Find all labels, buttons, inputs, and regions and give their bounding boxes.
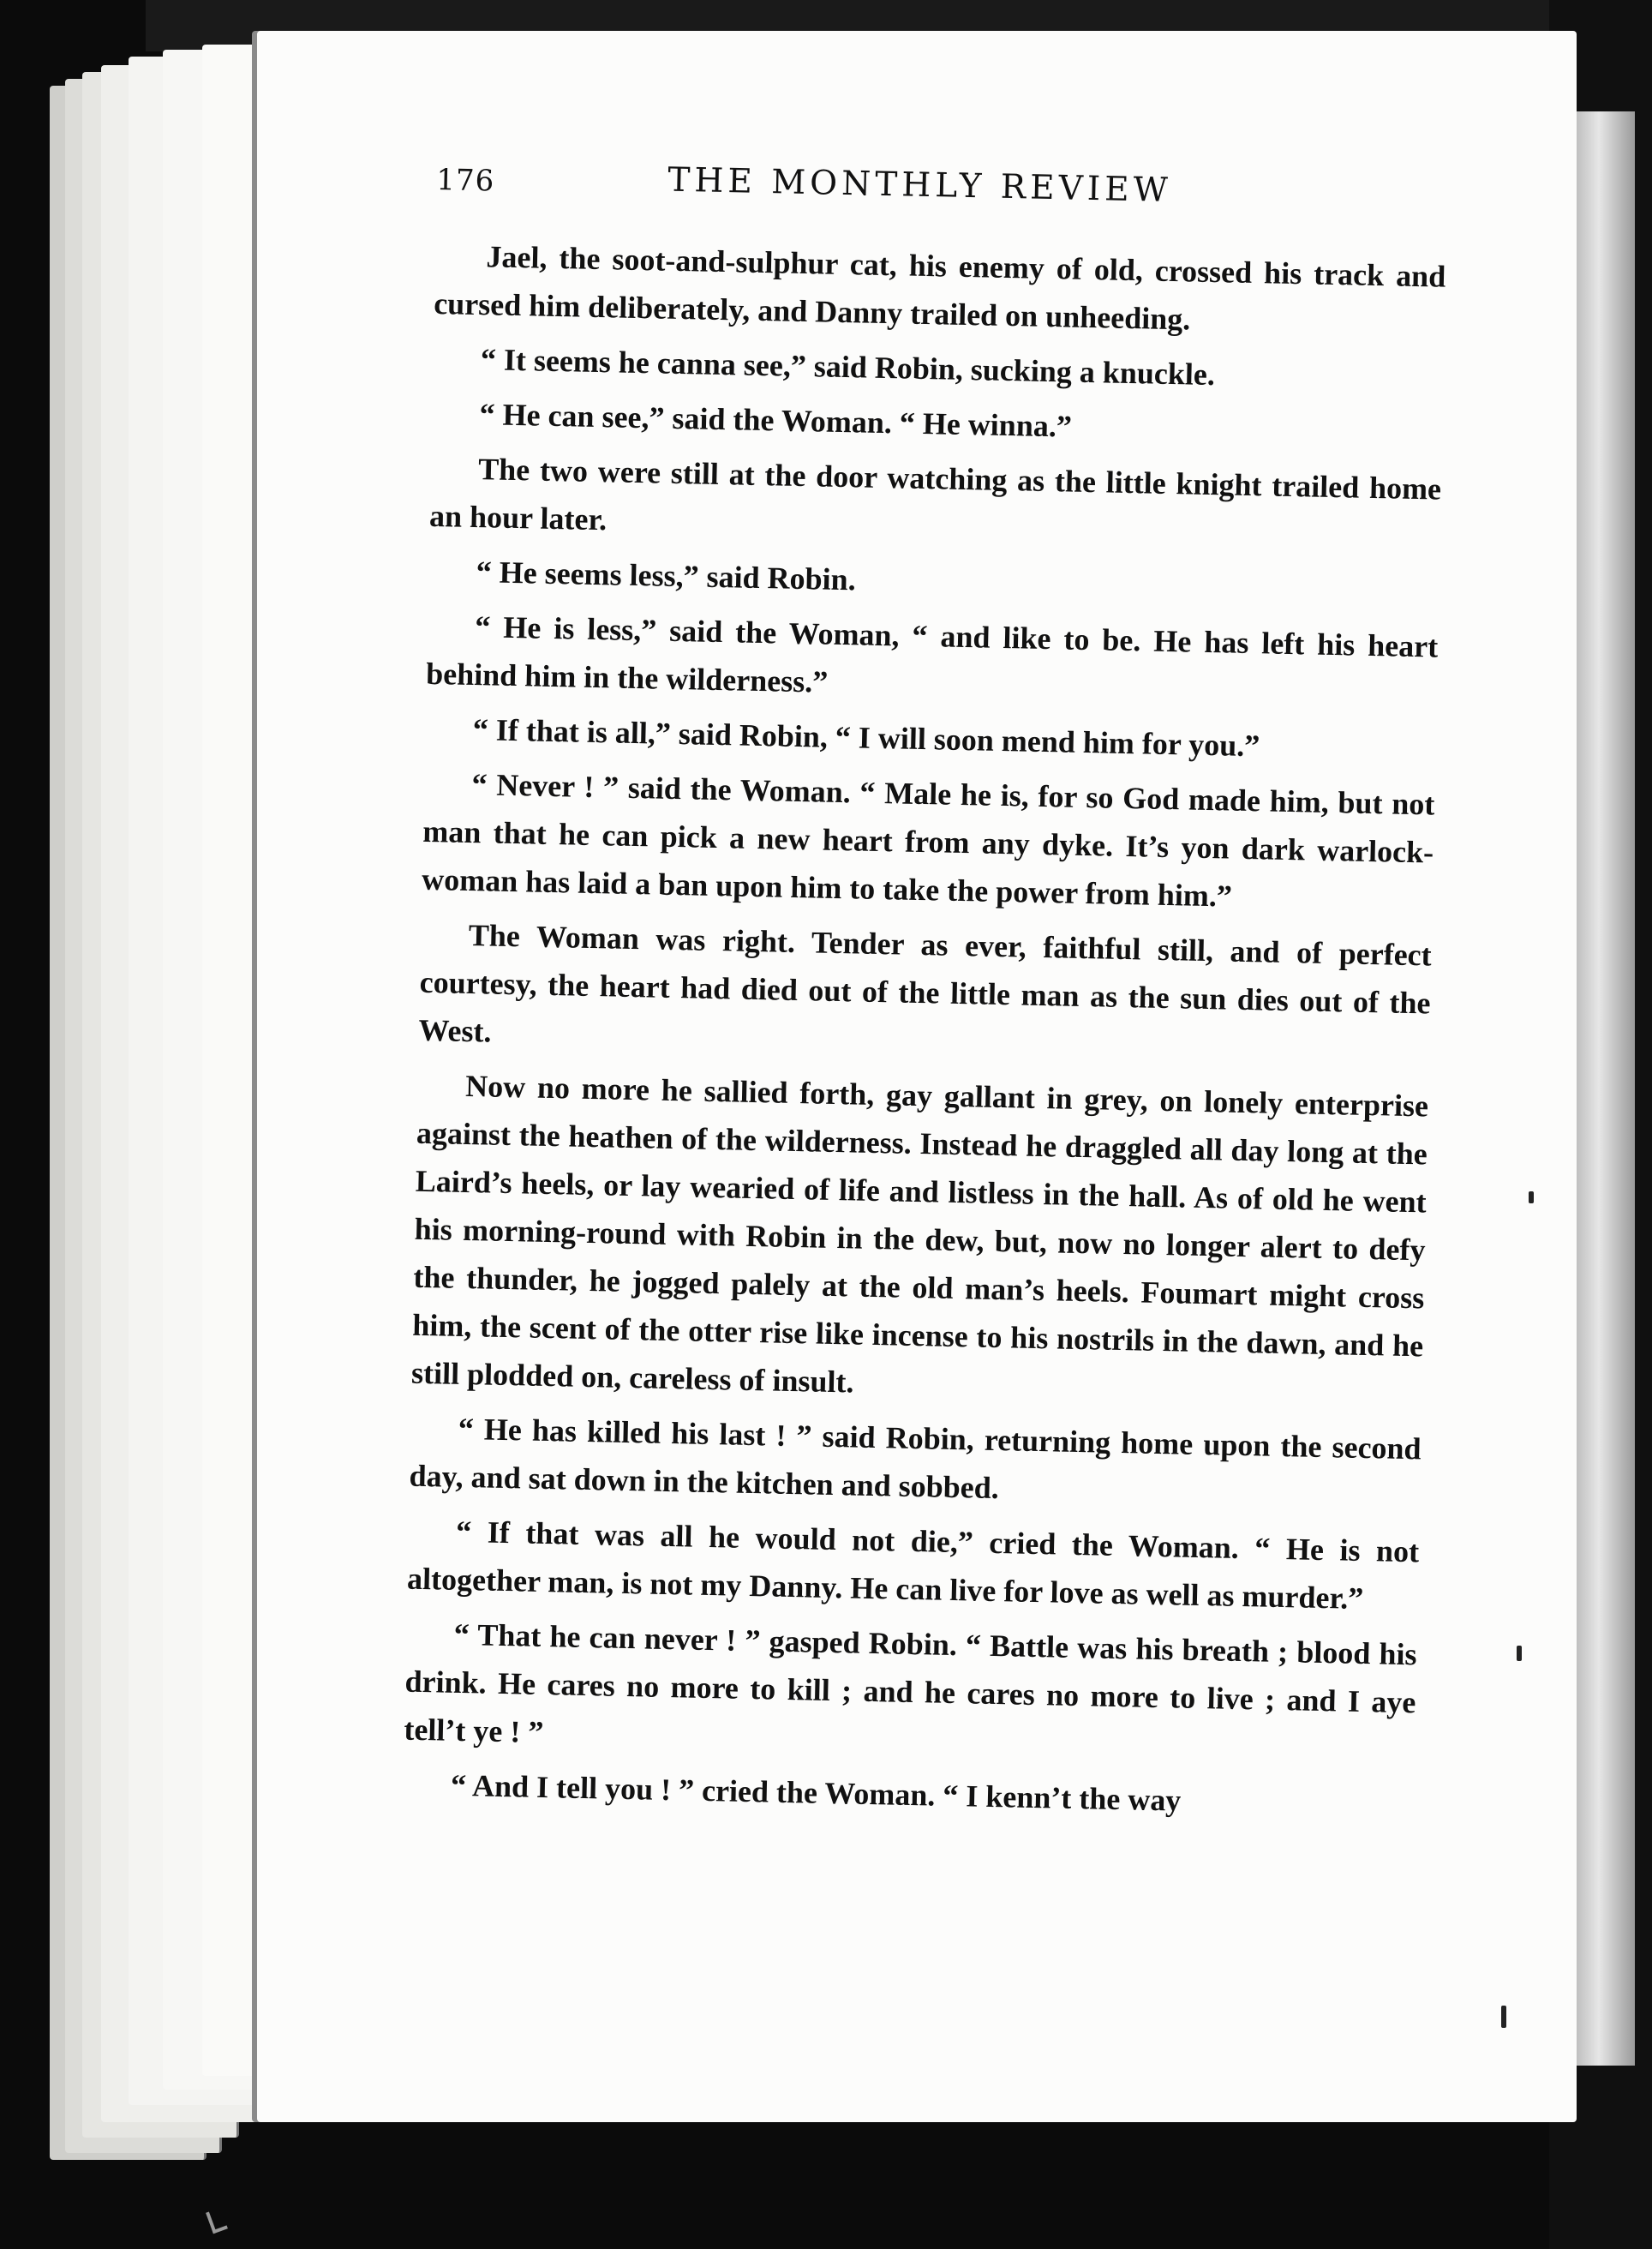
paragraph: Now no more he sallied forth, gay gallant in grey, on lonely enterprise against the heathen of the wilderness. Instead he draggled all day long at the Laird’s heels, or lay wearied of life and listless in the hall. As of old he went his morning-round with Robin in the dew, but, now no longer alert to defy the thunder, he jogged palely at the old man’s heels. Foumart might cross him, the scent of the otter rise like incense to his nostrils in the dawn, and he still plodded on, careless of insult.: [410, 1068, 1429, 1400]
paragraph: “ He is less,” said the Woman, “ and like to be. He has left his heart behind him in the wilderness.”: [425, 609, 1439, 699]
book-page: [257, 31, 1577, 2122]
corner-mark: [206, 2208, 228, 2234]
paragraph: The Woman was right. Tender as ever, faithful still, and of perfect courtesy, the heart had died out of the little man as the sun dies out of the West.: [418, 917, 1433, 1049]
paragraph: “ If that was all he would not die,” cried the Woman. “ He is not altogether man, is not my Danny. He can live for love as well as murder.”: [406, 1514, 1420, 1616]
paragraph: “ If that is all,” said Robin, “ I will soon mend him for you.”: [472, 712, 1260, 764]
running-head: [435, 153, 1448, 248]
margin-speck: [1517, 1646, 1522, 1661]
paragraph: “ Never ! ” said the Woman. “ Male he is, for so God made him, but not man that he can pick a new heart from any dyke. It’s yon dark warlock-woman has laid a ban upon him to take the power from him.”: [421, 767, 1435, 914]
journal-title: THE MONTHLY REVIEW: [667, 160, 1173, 210]
facing-page-edge: [1575, 111, 1635, 2066]
paragraph: “ He can see,” said the Woman. “ He winna.”: [479, 397, 1073, 444]
paragraph: “ It seems he canna see,” said Robin, sucking a knuckle.: [480, 342, 1216, 393]
paragraph: “ He seems less,” said Robin.: [476, 555, 857, 597]
paragraph: “ He has killed his last ! ” said Robin, returning home upon the second day, and sat down in the kitchen and sobbed.: [409, 1411, 1422, 1506]
margin-speck: [1529, 1191, 1534, 1203]
paragraph: “ And I tell you ! ” cried the Woman. “ I kenn’t the way: [450, 1767, 1182, 1818]
paragraph: Jael, the soot-and-sulphur cat, his enemy of old, crossed his track and cursed him deliberately, and Danny trailed on unheeding.: [433, 239, 1446, 337]
paragraph: The two were still at the door watching as the little knight trailed home an hour later.: [428, 452, 1442, 537]
margin-speck: [1501, 2006, 1506, 2028]
paragraph: “ That he can never ! ” gasped Robin. “ Battle was his breath ; blood his drink. He cares no more to kill ; and he cares no more to live ; and I aye tell’t ye ! ”: [404, 1616, 1417, 1750]
text-block: [403, 153, 1448, 1829]
page-number: 176: [435, 162, 495, 199]
